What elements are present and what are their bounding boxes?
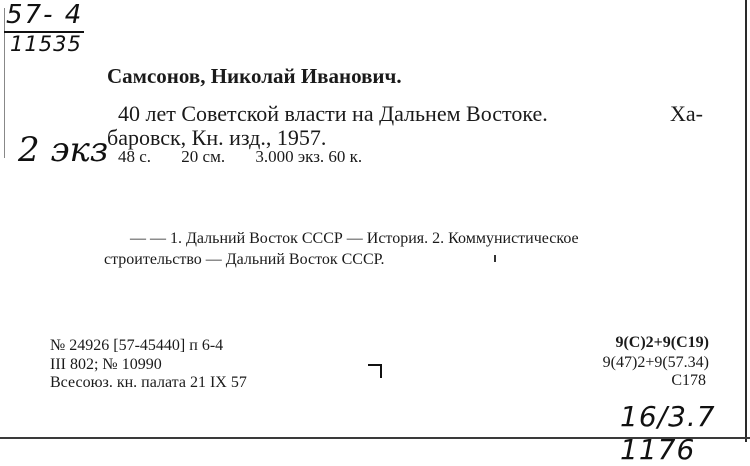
- author-mark: С178: [671, 372, 706, 389]
- handwritten-copies-note: 2 экз: [18, 130, 109, 170]
- author-heading: Самсонов, Николай Иванович.: [107, 64, 402, 88]
- record-code: III 802; № 10990: [50, 356, 162, 373]
- handwritten-date-note: 16/3.7 1176: [620, 400, 716, 466]
- handwritten-inventory-number: 11535: [10, 32, 82, 56]
- place-start: Ха-: [670, 101, 703, 126]
- record-chamber: Всесоюз. кн. палата 21 IX 57: [50, 374, 247, 391]
- card-right-edge: [745, 0, 747, 442]
- record-number: № 24926 [57-45440] п 6-4: [50, 337, 224, 354]
- classification-index-2: 9(47)2+9(57.34): [602, 354, 709, 371]
- publication-info: баровск, Кн. изд., 1957.: [107, 125, 327, 150]
- subject-headings-line2: строительство — Дальний Восток СССР.: [104, 251, 385, 268]
- book-title: 40 лет Советской власти на Дальнем Востоке.: [118, 101, 548, 126]
- pages: 48 с.: [118, 147, 152, 166]
- physical-description: [118, 147, 388, 167]
- stray-mark: [494, 255, 496, 262]
- classification-index-1: 9(С)2+9(С19): [615, 334, 709, 351]
- subject-headings-line1: — — 1. Дальний Восток СССР — История. 2. Коммунистическое: [130, 230, 579, 247]
- handwritten-call-number: 57- 4: [6, 0, 84, 30]
- copies-price: 3.000 экз. 60 к.: [255, 147, 363, 166]
- corner-mark-stem: [380, 364, 382, 378]
- size: 20 см.: [181, 147, 226, 166]
